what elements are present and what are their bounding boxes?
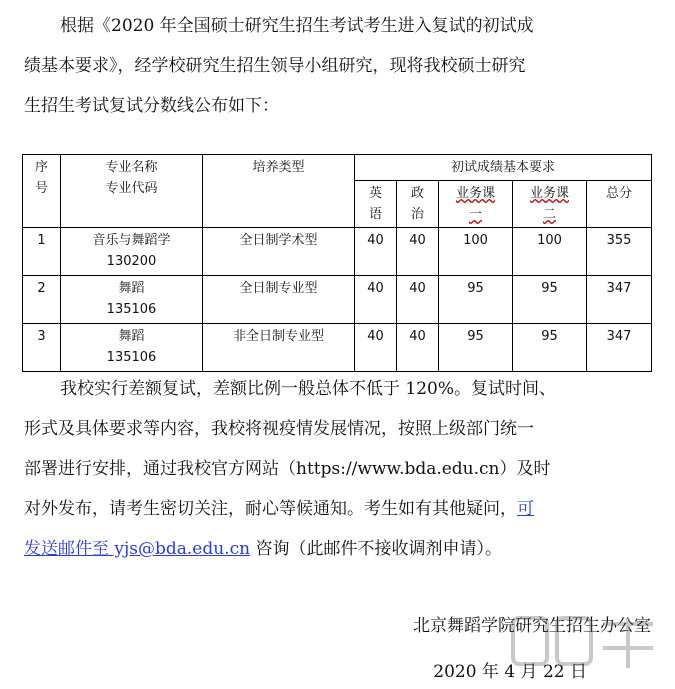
email-link[interactable]: 可 [517, 499, 534, 519]
cell-type: 全日制专业型 [203, 276, 355, 324]
header-english: 英 语 [355, 181, 397, 228]
header-politics: 政 治 [397, 181, 439, 228]
site-logo-watermark-icon [507, 604, 667, 684]
cell-type: 非全日制专业型 [203, 324, 355, 372]
cell-course2: 95 [513, 324, 587, 372]
header-course1: 业务课 一 [439, 181, 513, 228]
cell-course1: 100 [439, 228, 513, 276]
cell-no: 3 [23, 324, 61, 372]
score-table [22, 154, 652, 372]
cell-politics: 40 [397, 324, 439, 372]
header-major: 专业名称 专业代码 [61, 155, 203, 228]
cell-english: 40 [355, 324, 397, 372]
cell-politics: 40 [397, 276, 439, 324]
header-type: 培养类型 [203, 155, 355, 228]
cell-major: 舞蹈 135106 [61, 324, 203, 372]
header-no: 序 号 [23, 155, 61, 228]
cell-type: 全日制学术型 [203, 228, 355, 276]
header-score-group: 初试成绩基本要求 [355, 155, 652, 181]
table-row [23, 276, 652, 324]
intro-line: 根据《2020 年全国硕士研究生招生考试考生进入复试的初试成 [60, 16, 534, 36]
notice-line: 部署进行安排，通过我校官方网站（https://www.bda.edu.cn）及时 [24, 459, 551, 479]
intro-line: 生招生考试复试分数线公布如下： [24, 96, 279, 116]
cell-course2: 100 [513, 228, 587, 276]
header-course2: 业务课 二 [513, 181, 587, 228]
signature-office: 北京舞蹈学院研究生招生办公室 [413, 616, 651, 636]
cell-course1: 95 [439, 276, 513, 324]
email-link[interactable]: 发送邮件至 yjs@bda.edu.cn [24, 539, 251, 559]
cell-no: 2 [23, 276, 61, 324]
notice-line: 我校实行差额复试，差额比例一般总体不低于 120%。复试时间、 [60, 379, 557, 399]
cell-english: 40 [355, 276, 397, 324]
cell-politics: 40 [397, 228, 439, 276]
signature-date: 2020 年 4 月 22 日 [433, 662, 587, 682]
table-row [23, 324, 652, 372]
table-header-row [23, 155, 652, 181]
intro-paragraph [24, 6, 652, 126]
cell-total: 347 [587, 276, 652, 324]
notice-paragraph [24, 369, 652, 569]
notice-line: 对外发布，请考生密切关注，耐心等候通知。考生如有其他疑问，可 [24, 499, 534, 519]
cell-total: 347 [587, 324, 652, 372]
cell-no: 1 [23, 228, 61, 276]
header-total: 总分 [587, 181, 652, 228]
cell-major: 音乐与舞蹈学 130200 [61, 228, 203, 276]
cell-major: 舞蹈 135106 [61, 276, 203, 324]
intro-line: 绩基本要求》，经学校研究生招生领导小组研究，现将我校硕士研究 [24, 56, 526, 76]
cell-total: 355 [587, 228, 652, 276]
notice-line: 发送邮件至 yjs@bda.edu.cn 咨询（此邮件不接收调剂申请）。 [24, 539, 502, 559]
cell-course2: 95 [513, 276, 587, 324]
notice-line: 形式及具体要求等内容，我校将视疫情发展情况，按照上级部门统一 [24, 419, 534, 439]
cell-english: 40 [355, 228, 397, 276]
cell-course1: 95 [439, 324, 513, 372]
table-row [23, 228, 652, 276]
